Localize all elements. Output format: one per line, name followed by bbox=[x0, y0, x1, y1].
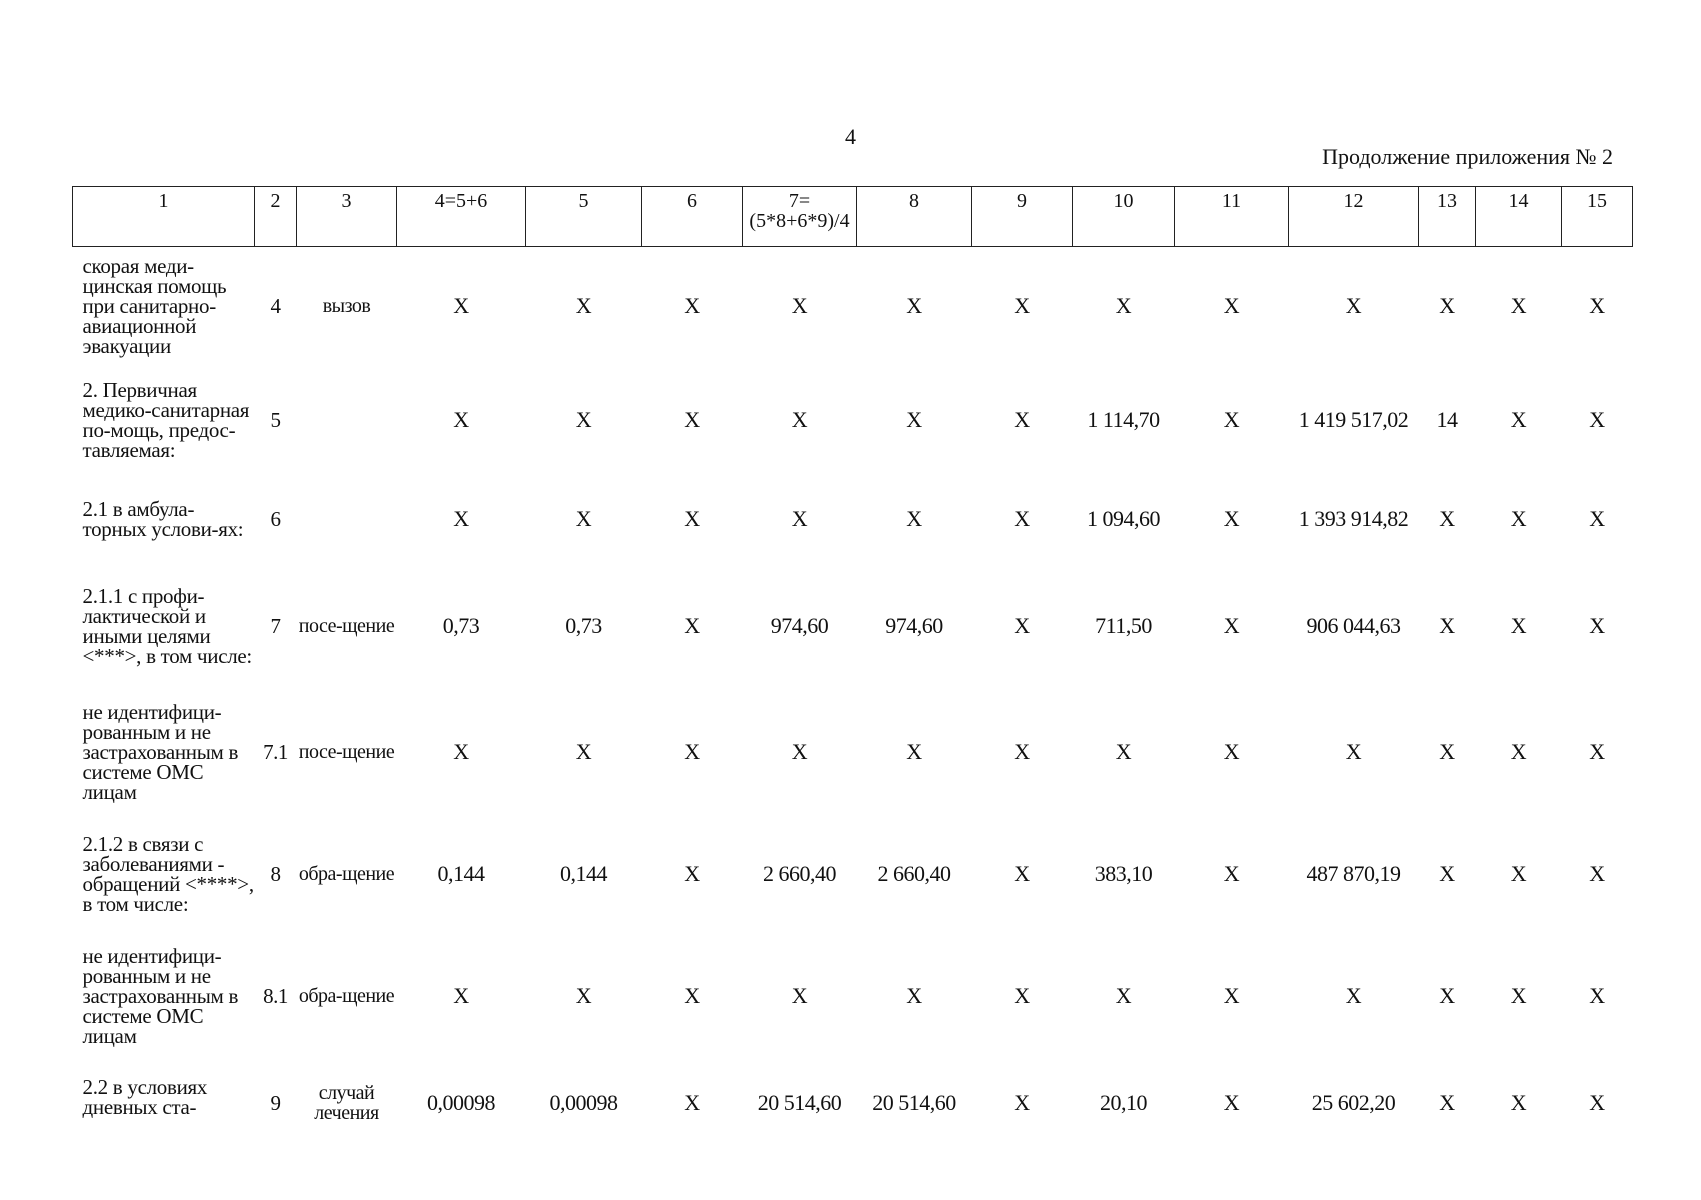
table-cell: Х bbox=[1014, 1090, 1030, 1115]
table-row bbox=[73, 563, 1633, 689]
column-header: 2 bbox=[255, 187, 297, 247]
table-cell: Х bbox=[1223, 613, 1240, 638]
table-cell: 20 514,60 bbox=[757, 1090, 842, 1115]
table-cell: Х bbox=[791, 293, 808, 318]
table-cell: Х bbox=[1014, 861, 1030, 886]
column-header: 15 bbox=[1562, 187, 1633, 247]
row-number: 7.1 bbox=[263, 739, 288, 764]
table-cell: Х bbox=[575, 739, 592, 764]
row-label: не идентифици-рованным и не застрахованным в системе ОМС лицам bbox=[82, 700, 239, 804]
column-header: 8 bbox=[857, 187, 972, 247]
table-cell: Х bbox=[1510, 613, 1527, 638]
row-number: 8.1 bbox=[263, 983, 288, 1008]
table-cell: Х bbox=[1589, 861, 1605, 886]
table-cell: Х bbox=[791, 739, 808, 764]
column-header: 14 bbox=[1476, 187, 1562, 247]
table-cell: 2 660,40 bbox=[763, 861, 836, 886]
table-cell: 20,10 bbox=[1100, 1090, 1147, 1115]
table-cell: Х bbox=[1115, 739, 1132, 764]
row-label: 2.1.2 в связи с заболеваниями - обращений <****>, в том числе: bbox=[82, 832, 254, 916]
row-label: скорая меди-цинская помощь при санитарно-авиационной эвакуации bbox=[82, 254, 227, 358]
table-cell: 1 393 914,82 bbox=[1298, 506, 1409, 531]
column-header: 13 bbox=[1419, 187, 1476, 247]
table-cell: Х bbox=[1439, 861, 1455, 886]
table-cell: Х bbox=[791, 506, 808, 531]
row-number: 7 bbox=[270, 613, 281, 638]
table-row bbox=[73, 815, 1633, 933]
column-header: 11 bbox=[1175, 187, 1289, 247]
table-cell: 1 419 517,02 bbox=[1298, 407, 1409, 432]
table-cell: 383,10 bbox=[1094, 861, 1153, 886]
unit-cell: обра-щение bbox=[298, 863, 395, 885]
table-cell: Х bbox=[1345, 983, 1362, 1008]
column-header: 10 bbox=[1073, 187, 1175, 247]
table-cell: Х bbox=[1510, 861, 1527, 886]
unit-cell: посе-щение bbox=[298, 741, 395, 763]
column-header: 4=5+6 bbox=[397, 187, 526, 247]
table-cell: Х bbox=[1014, 506, 1030, 531]
table-cell: Х bbox=[684, 983, 700, 1008]
column-header: 5 bbox=[526, 187, 642, 247]
table-cell: Х bbox=[575, 293, 592, 318]
table-cell: 2 660,40 bbox=[877, 861, 951, 886]
table-cell: Х bbox=[1014, 293, 1030, 318]
table-cell: Х bbox=[575, 983, 592, 1008]
unit-cell: случай лечения bbox=[314, 1082, 379, 1124]
table-cell: Х bbox=[906, 983, 922, 1008]
appendix-note: Продолжение приложения № 2 bbox=[1322, 144, 1613, 169]
table-cell: Х bbox=[1589, 1090, 1605, 1115]
table-cell: Х bbox=[1345, 293, 1362, 318]
table-cell: Х bbox=[684, 407, 700, 432]
table-cell: Х bbox=[453, 739, 469, 764]
row-label: не идентифици-рованным и не застрахованным в системе ОМС лицам bbox=[82, 944, 239, 1048]
table-cell: Х bbox=[575, 407, 592, 432]
table-cell: Х bbox=[1589, 407, 1605, 432]
table-cell: Х bbox=[453, 983, 469, 1008]
table-cell: Х bbox=[1439, 739, 1455, 764]
table-cell: Х bbox=[684, 739, 700, 764]
table-cell: 906 044,63 bbox=[1306, 613, 1401, 638]
row-number: 4 bbox=[270, 293, 281, 318]
table-cell: 711,50 bbox=[1095, 613, 1152, 638]
table-cell: Х bbox=[1589, 739, 1605, 764]
table-cell: Х bbox=[575, 506, 592, 531]
table-row bbox=[73, 247, 1633, 366]
table-row bbox=[73, 933, 1633, 1059]
table-cell: 0,144 bbox=[560, 861, 607, 886]
row-number: 8 bbox=[270, 861, 281, 886]
column-header: 1 bbox=[73, 187, 255, 247]
table-cell: 1 114,70 bbox=[1087, 407, 1160, 432]
table-cell: 974,60 bbox=[885, 613, 943, 638]
table-cell: 0,73 bbox=[442, 613, 480, 638]
column-header: 12 bbox=[1289, 187, 1419, 247]
table-cell: Х bbox=[1115, 293, 1132, 318]
table-cell: Х bbox=[1223, 1090, 1240, 1115]
column-header: 9 bbox=[972, 187, 1073, 247]
table-cell: Х bbox=[684, 613, 700, 638]
row-number: 5 bbox=[270, 407, 281, 432]
table-cell: Х bbox=[1589, 983, 1605, 1008]
table-cell: Х bbox=[1510, 506, 1527, 531]
row-label: 2.1 в амбула-торных услови-ях: bbox=[82, 497, 244, 541]
table-cell: Х bbox=[1510, 739, 1527, 764]
table-cell: Х bbox=[1345, 739, 1362, 764]
unit-cell: обра-щение bbox=[298, 985, 395, 1007]
table-header-row bbox=[73, 187, 1633, 247]
table-cell: Х bbox=[791, 407, 808, 432]
table-cell: Х bbox=[1223, 739, 1240, 764]
unit-cell bbox=[297, 475, 397, 563]
table-cell: Х bbox=[1223, 407, 1240, 432]
table-cell: Х bbox=[1223, 293, 1240, 318]
table-cell: Х bbox=[453, 506, 469, 531]
table-cell: Х bbox=[684, 1090, 700, 1115]
table-row bbox=[73, 365, 1633, 475]
row-number: 9 bbox=[270, 1090, 281, 1115]
table-cell: Х bbox=[1014, 983, 1030, 1008]
table-cell: Х bbox=[1439, 613, 1455, 638]
table-cell: Х bbox=[1014, 407, 1030, 432]
table-cell: 25 602,20 bbox=[1311, 1090, 1396, 1115]
table-cell: Х bbox=[1439, 506, 1455, 531]
table-cell: Х bbox=[1510, 1090, 1527, 1115]
table-row bbox=[73, 475, 1633, 563]
table-cell: Х bbox=[684, 861, 700, 886]
table-cell: Х bbox=[1115, 983, 1132, 1008]
table-cell: Х bbox=[1223, 861, 1240, 886]
column-header: 6 bbox=[642, 187, 743, 247]
column-header: 3 bbox=[297, 187, 397, 247]
table-cell: Х bbox=[453, 407, 469, 432]
table-cell: 487 870,19 bbox=[1306, 861, 1401, 886]
table-cell: Х bbox=[1439, 1090, 1455, 1115]
table-cell: Х bbox=[906, 739, 922, 764]
data-table bbox=[72, 186, 1633, 1147]
table-cell: 974,60 bbox=[770, 613, 829, 638]
unit-cell: посе-щение bbox=[298, 615, 395, 637]
table-cell: Х bbox=[1014, 613, 1030, 638]
table-cell: Х bbox=[1589, 613, 1605, 638]
table-cell: Х bbox=[1223, 506, 1240, 531]
table-cell: 0,00098 bbox=[427, 1090, 495, 1115]
column-header: 7=(5*8+6*9)/4 bbox=[743, 187, 857, 247]
table-cell: Х bbox=[791, 983, 808, 1008]
table-cell: 14 bbox=[1436, 407, 1458, 432]
unit-cell bbox=[297, 365, 397, 475]
table-cell: Х bbox=[1014, 739, 1030, 764]
unit-cell: вызов bbox=[322, 295, 371, 317]
table-cell: 0,00098 bbox=[549, 1090, 618, 1115]
table-cell: Х bbox=[906, 293, 922, 318]
table-row bbox=[73, 689, 1633, 815]
table-cell: Х bbox=[1510, 293, 1527, 318]
table-cell: Х bbox=[684, 293, 700, 318]
page-number: 4 bbox=[845, 124, 856, 149]
table-cell: Х bbox=[906, 506, 922, 531]
table-cell: Х bbox=[1439, 293, 1455, 318]
table-cell: 20 514,60 bbox=[872, 1090, 956, 1115]
table-cell: Х bbox=[684, 506, 700, 531]
row-label: 2. Первичная медико-санитарная по-мощь, предос-тавляемая: bbox=[82, 378, 250, 462]
row-number: 6 bbox=[270, 506, 281, 531]
row-label: 2.2 в условиях дневных ста- bbox=[82, 1075, 208, 1119]
table-cell: Х bbox=[906, 407, 922, 432]
table-cell: 1 094,60 bbox=[1087, 506, 1160, 531]
table-cell: Х bbox=[1510, 407, 1527, 432]
table-cell: Х bbox=[1439, 983, 1455, 1008]
table-cell: Х bbox=[1589, 293, 1605, 318]
table-cell: Х bbox=[1223, 983, 1240, 1008]
table-cell: Х bbox=[1510, 983, 1527, 1008]
row-label: 2.1.1 с профи-лактической и иными целями <***>, в том числе: bbox=[82, 584, 252, 668]
table-cell: Х bbox=[1589, 506, 1605, 531]
table-cell: Х bbox=[453, 293, 469, 318]
table-cell: 0,73 bbox=[565, 613, 602, 638]
table-cell: 0,144 bbox=[437, 861, 485, 886]
table-row bbox=[73, 1059, 1633, 1147]
